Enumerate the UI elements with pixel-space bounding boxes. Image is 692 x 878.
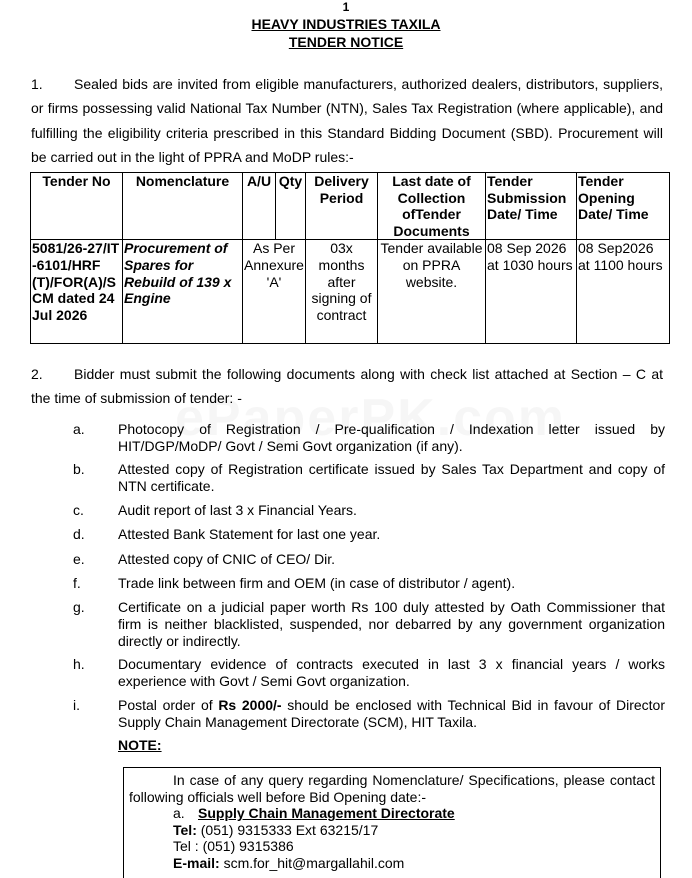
cell-submission: 08 Sep 2026 at 1030 hours [486,240,577,344]
contact-tel-1 [173,822,660,839]
header-nomenclature: Nomenclature [123,173,243,240]
list-item-label: h. [73,656,85,672]
list-item-text: Certificate on a judicial paper worth Rs 100 duly attested by Oath Commissioner that firm is neither blacklisted, suspended, nor debarred by any government organization directly or indirectly. [118,599,665,649]
cell-delivery-period: 03x months after signing of contract [306,240,378,344]
cell-au-qty: As Per Annexure 'A' [243,240,306,344]
tender-table [30,172,670,344]
header-tender-no: Tender No [31,173,123,240]
header-opening-date: Tender Opening Date/ Time [577,173,670,240]
list-item-text [118,697,665,731]
list-item-text: Attested Bank Statement for last one year. [118,526,381,542]
list-item-label: c. [73,502,84,518]
cell-nomenclature: Procurement of Spares for Rebuild of 139 x Engine [123,240,243,344]
list-item-text: Documentary evidence of contracts executed in last 3 x financial years / works experience with Govt / Semi Govt organization. [118,656,665,689]
list-item-label: b. [73,461,85,477]
list-item-label: a. [73,421,85,437]
note-heading: NOTE: [118,737,162,753]
list-item-text-part: Postal order of [118,697,219,713]
tel-1-value: (051) 9315333 Ext 63215/17 [196,821,379,838]
contact-label: a. [173,805,185,822]
list-item-text: Audit report of last 3 x Financial Years. [118,502,357,518]
contact-email [173,855,660,872]
section-1-paragraph [31,72,663,169]
header-submission-date: Tender Submission Date/ Time [486,173,577,240]
cell-collection: Tender available on PPRA website. [378,240,486,344]
list-item-label: d. [73,526,85,542]
header-qty: Qty [276,173,306,240]
list-item-label: f. [73,575,81,591]
list-item-text: Photocopy of Registration / Pre-qualification / Indexation letter issued by HIT/DGP/MoDP/ Govt / Semi Govt organization (if any). [118,421,665,454]
list-item [73,599,665,650]
list-item [73,461,665,495]
list-item-text: Attested copy of CNIC of CEO/ Dir. [118,551,336,567]
list-item-label: i. [73,697,80,713]
postal-order-amount: Rs 2000/- [218,697,282,713]
list-item-label: g. [73,599,85,615]
list-item-text-part: should be enclosed with Technical Bid in favour of Director Supply Chain Management Directorate (SCM), HIT Taxila. [118,697,666,730]
section-1-text: Sealed bids are invited from eligible manufacturers, authorized dealers, distributors, suppliers, or firms possessing valid National Tax Number (NTN), Sales Tax Registration (where applicable), and fulfilling the eligibility criteria prescribed in this Standard Bidding Document (SBD). Procurement will be carried out in the light of PPRA and MoDP rules:- [31,76,663,165]
list-item [73,526,665,543]
list-item [73,656,665,690]
section-2-paragraph [31,362,663,411]
contact-tel-2: Tel : (051) 9315386 [173,838,294,855]
notice-title: TENDER NOTICE [288,34,404,50]
list-item [73,421,665,455]
table-row [31,240,670,344]
list-item-label: e. [73,551,85,567]
contact-directorate: Supply Chain Management Directorate [198,805,455,822]
tel-label: Tel: [173,821,197,838]
list-item-text: Attested copy of Registration certificate issued by Sales Tax Department and copy of NTN certificate. [118,461,665,494]
organization-title: HEAVY INDUSTRIES TAXILA [251,16,441,32]
tender-table-header-row [31,173,670,240]
cell-opening: 08 Sep2026 at 1100 hours [577,240,670,344]
email-value[interactable]: scm.for_hit@margallahil.com [219,854,405,871]
list-item [73,697,665,731]
section-1-number: 1. [31,76,43,92]
list-item-text: Trade link between firm and OEM (in case of distributor / agent). [118,575,516,591]
contact-box [123,767,661,878]
header-au: A/U [243,173,276,240]
contact-intro: In case of any query regarding Nomenclature/ Specifications, please contact following officials well before Bid Opening date:- [129,772,655,805]
section-2-text: Bidder must submit the following documents along with check list attached at Section – C at the time of submission of tender: - [31,366,663,407]
list-item [73,551,665,568]
header-delivery-period: Delivery Period [306,173,378,240]
contact-heading-line [173,805,660,822]
list-item [73,575,665,592]
list-item [73,502,665,519]
header-last-date-collection: Last date of Collection ofTender Documents [378,173,486,240]
cell-tender-no: 5081/26-27/IT-6101/HRF(T)/FOR(A)/SCM dated 24 Jul 2026 [31,240,123,344]
section-2-number: 2. [31,366,43,382]
email-label: E-mail: [173,854,220,871]
page-number: 1 [342,0,350,14]
